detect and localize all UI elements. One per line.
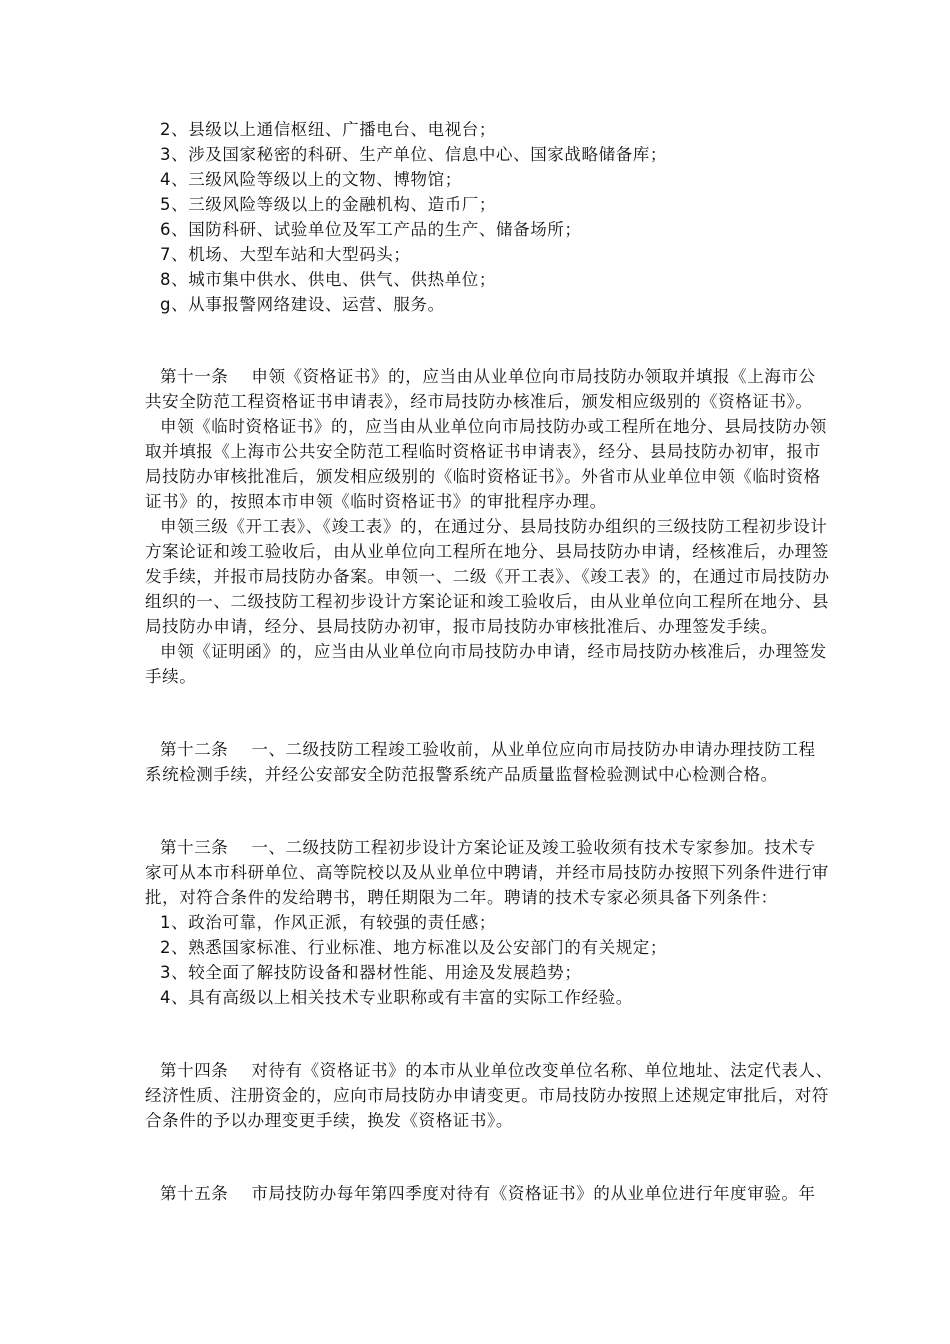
- article-14-line: 第十四条 对待有《资格证书》的本市从业单位改变单位名称、单位地址、法定代表人、: [160, 1061, 833, 1080]
- list-item: 3、涉及国家秘密的科研、生产单位、信息中心、国家战略储备库；: [160, 145, 667, 164]
- list-item: 2、熟悉国家标准、行业标准、地方标准以及公安部门的有关规定；: [160, 938, 667, 957]
- article-12-line: 系统检测手续，并经公安部安全防范报警系统产品质量监督检验测试中心检测合格。: [145, 765, 778, 784]
- article-11-line: 共安全防范工程资格证书申请表》，经市局技防办核准后，颁发相应级别的《资格证书》。: [145, 392, 813, 411]
- article-11-line: 证书》的，按照本市申领《临时资格证书》的审批程序办理。: [145, 492, 607, 511]
- list-item: 5、三级风险等级以上的金融机构、造币厂；: [160, 195, 496, 214]
- article-12-line: 第十二条 一、二级技防工程竣工验收前，从业单位应向市局技防办申请办理技防工程: [160, 740, 816, 759]
- article-11-line: 方案论证和竣工验收后，由从业单位向工程所在地分、县局技防办申请，经核准后，办理签: [145, 542, 829, 561]
- list-item: 4、具有高级以上相关技术专业职称或有丰富的实际工作经验。: [160, 988, 633, 1007]
- article-11-line: 局技防办审核批准后，颁发相应级别的《临时资格证书》。外省市从业单位申领《临时资格: [145, 467, 821, 486]
- article-11-line: 申领三级《开工表》、《竣工表》的，在通过分、县局技防办组织的三级技防工程初步设计: [160, 517, 828, 536]
- article-11-line: 组织的一、二级技防工程初步设计方案论证和竣工验收后，由从业单位向工程所在地分、县: [145, 592, 829, 611]
- article-11-line: 申领《证明函》的，应当由从业单位向市局技防办申请，经市局技防办核准后，办理签发: [160, 642, 827, 661]
- article-14-line: 经济性质、注册资金的，应向市局技防办申请变更。市局技防办按照上述规定审批后，对符: [145, 1086, 829, 1105]
- article-11-line: 第十一条 申领《资格证书》的，应当由从业单位向市局技防办领取并填报《上海市公: [160, 367, 816, 386]
- list-item: 3、较全面了解技防设备和器材性能、用途及发展趋势；: [160, 963, 582, 982]
- article-11-line: 局技防办申请，经分、县局技防办初审，报市局技防办审核批准后、办理签发手续。: [145, 617, 778, 636]
- list-item: 1、政治可靠，作风正派，有较强的责任感；: [160, 913, 496, 932]
- list-item: g、从事报警网络建设、运营、服务。: [160, 295, 445, 314]
- list-item: 4、三级风险等级以上的文物、博物馆；: [160, 170, 462, 189]
- list-item: 2、县级以上通信枢纽、广播电台、电视台；: [160, 120, 496, 139]
- list-item: 8、城市集中供水、供电、供气、供热单位；: [160, 270, 496, 289]
- article-13-line: 批，对符合条件的发给聘书，聘任期限为二年。聘请的技术专家必须具备下列条件：: [145, 888, 778, 907]
- list-item: 6、国防科研、试验单位及军工产品的生产、储备场所；: [160, 220, 582, 239]
- article-11-line: 取并填报《上海市公共安全防范工程临时资格证书申请表》，经分、县局技防办初审，报市: [145, 442, 821, 461]
- article-11-line: 发手续，并报市局技防办备案。申领一、二级《开工表》、《竣工表》的，在通过市局技防办: [145, 567, 830, 586]
- article-13-line: 家可从本市科研单位、高等院校以及从业单位中聘请，并经市局技防办按照下列条件进行审: [145, 863, 829, 882]
- article-13-line: 第十三条 一、二级技防工程初步设计方案论证及竣工验收须有技术专家参加。技术专: [160, 838, 816, 857]
- article-15-line: 第十五条 市局技防办每年第四季度对待有《资格证书》的从业单位进行年度审验。年: [160, 1184, 816, 1203]
- article-11-line: 手续。: [145, 667, 197, 686]
- article-11-line: 申领《临时资格证书》的，应当由从业单位向市局技防办或工程所在地分、县局技防办领: [160, 417, 827, 436]
- article-14-line: 合条件的予以办理变更手续，换发《资格证书》。: [145, 1111, 513, 1130]
- list-item: 7、机场、大型车站和大型码头；: [160, 245, 411, 264]
